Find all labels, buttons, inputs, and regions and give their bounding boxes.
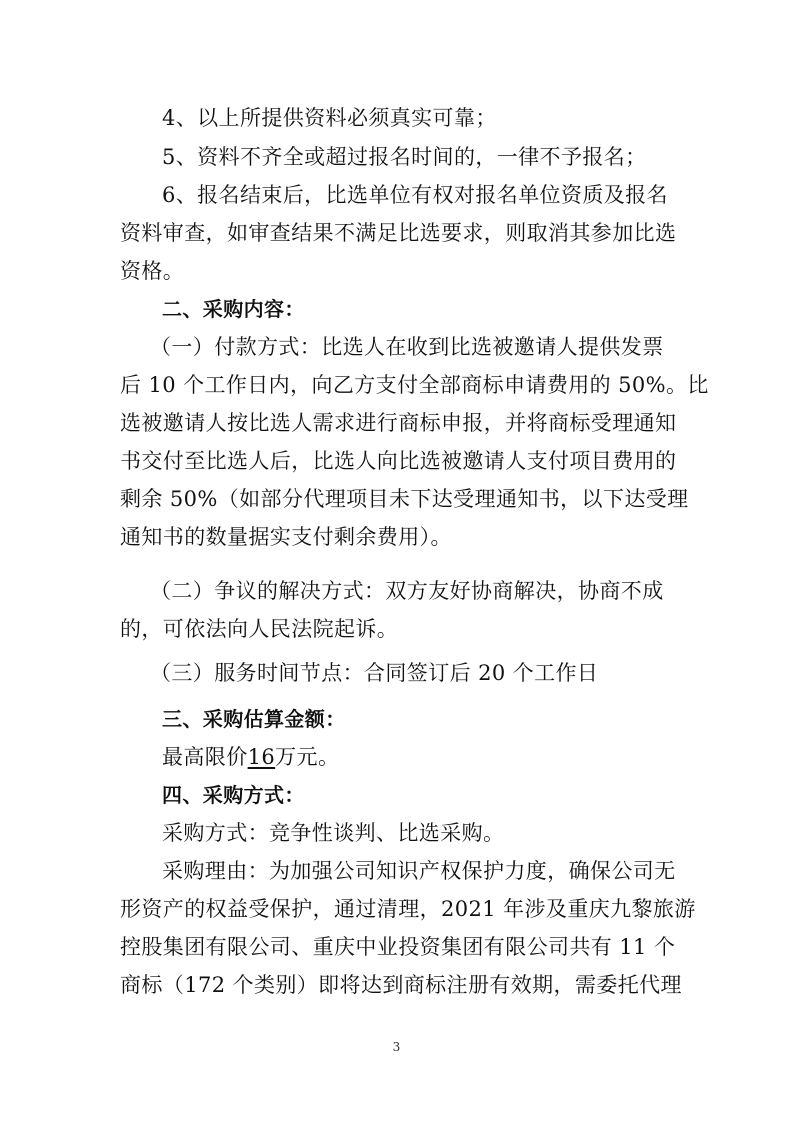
payment-line-2: 后 10 个工作日内，向乙方支付全部商标申请费用的 50%。比 xyxy=(120,373,709,397)
section-heading-procurement-method: 四、采购方式： xyxy=(162,783,305,807)
procurement-reason-line-1: 采购理由：为加强公司知识产权保护力度，确保公司无 xyxy=(162,859,676,883)
payment-line-6: 通知书的数量据实支付剩余费用）。 xyxy=(120,525,452,549)
procurement-reason-line-4: 商标（172 个类别）即将达到商标注册有效期，需委托代理 xyxy=(120,973,682,997)
payment-line-5: 剩余 50%（如部分代理项目未下达受理通知书，以下达受理 xyxy=(120,487,689,511)
section-heading-estimated-amount: 三、采购估算金额： xyxy=(162,707,346,731)
dispute-line-2: 的，可依法向人民法院起诉。 xyxy=(120,617,399,641)
requirement-4: 4、以上所提供资料必须真实可靠； xyxy=(162,106,497,130)
service-time-line: （三）服务时间节点：合同签订后 20 个工作日 xyxy=(150,661,599,685)
requirement-5: 5、资料不齐全或超过报名时间的，一律不予报名； xyxy=(162,145,647,169)
requirement-6-line-1: 6、报名结束后，比选单位有权对报名单位资质及报名 xyxy=(162,183,668,207)
section-heading-procurement-content: 二、采购内容： xyxy=(162,297,305,321)
price-cap-line xyxy=(162,742,339,772)
procurement-reason-line-3: 控股集团有限公司、重庆中业投资集团有限公司共有 11 个 xyxy=(120,935,676,959)
payment-line-1: （一）付款方式：比选人在收到比选被邀请人提供发票 xyxy=(150,335,664,359)
requirement-6-line-2: 资料审查，如审查结果不满足比选要求，则取消其参加比选 xyxy=(120,221,677,245)
procurement-reason-line-2: 形资产的权益受保护，通过清理，2021 年涉及重庆九黎旅游 xyxy=(120,897,696,921)
payment-line-3: 选被邀请人按比选人需求进行商标申报，并将商标受理通知 xyxy=(120,411,677,435)
price-cap-amount: 16 xyxy=(247,745,276,769)
price-cap-suffix: 万元。 xyxy=(275,745,340,769)
procurement-method-line: 采购方式：竞争性谈判、比选采购。 xyxy=(162,821,505,845)
dispute-line-1: （二）争议的解决方式：双方友好协商解决，协商不成 xyxy=(150,579,664,603)
page-number: 3 xyxy=(392,1040,401,1054)
price-cap-prefix: 最高限价 xyxy=(162,745,248,769)
payment-line-4: 书交付至比选人后，比选人向比选被邀请人支付项目费用的 xyxy=(120,449,677,473)
requirement-6-line-3: 资格。 xyxy=(120,259,185,283)
